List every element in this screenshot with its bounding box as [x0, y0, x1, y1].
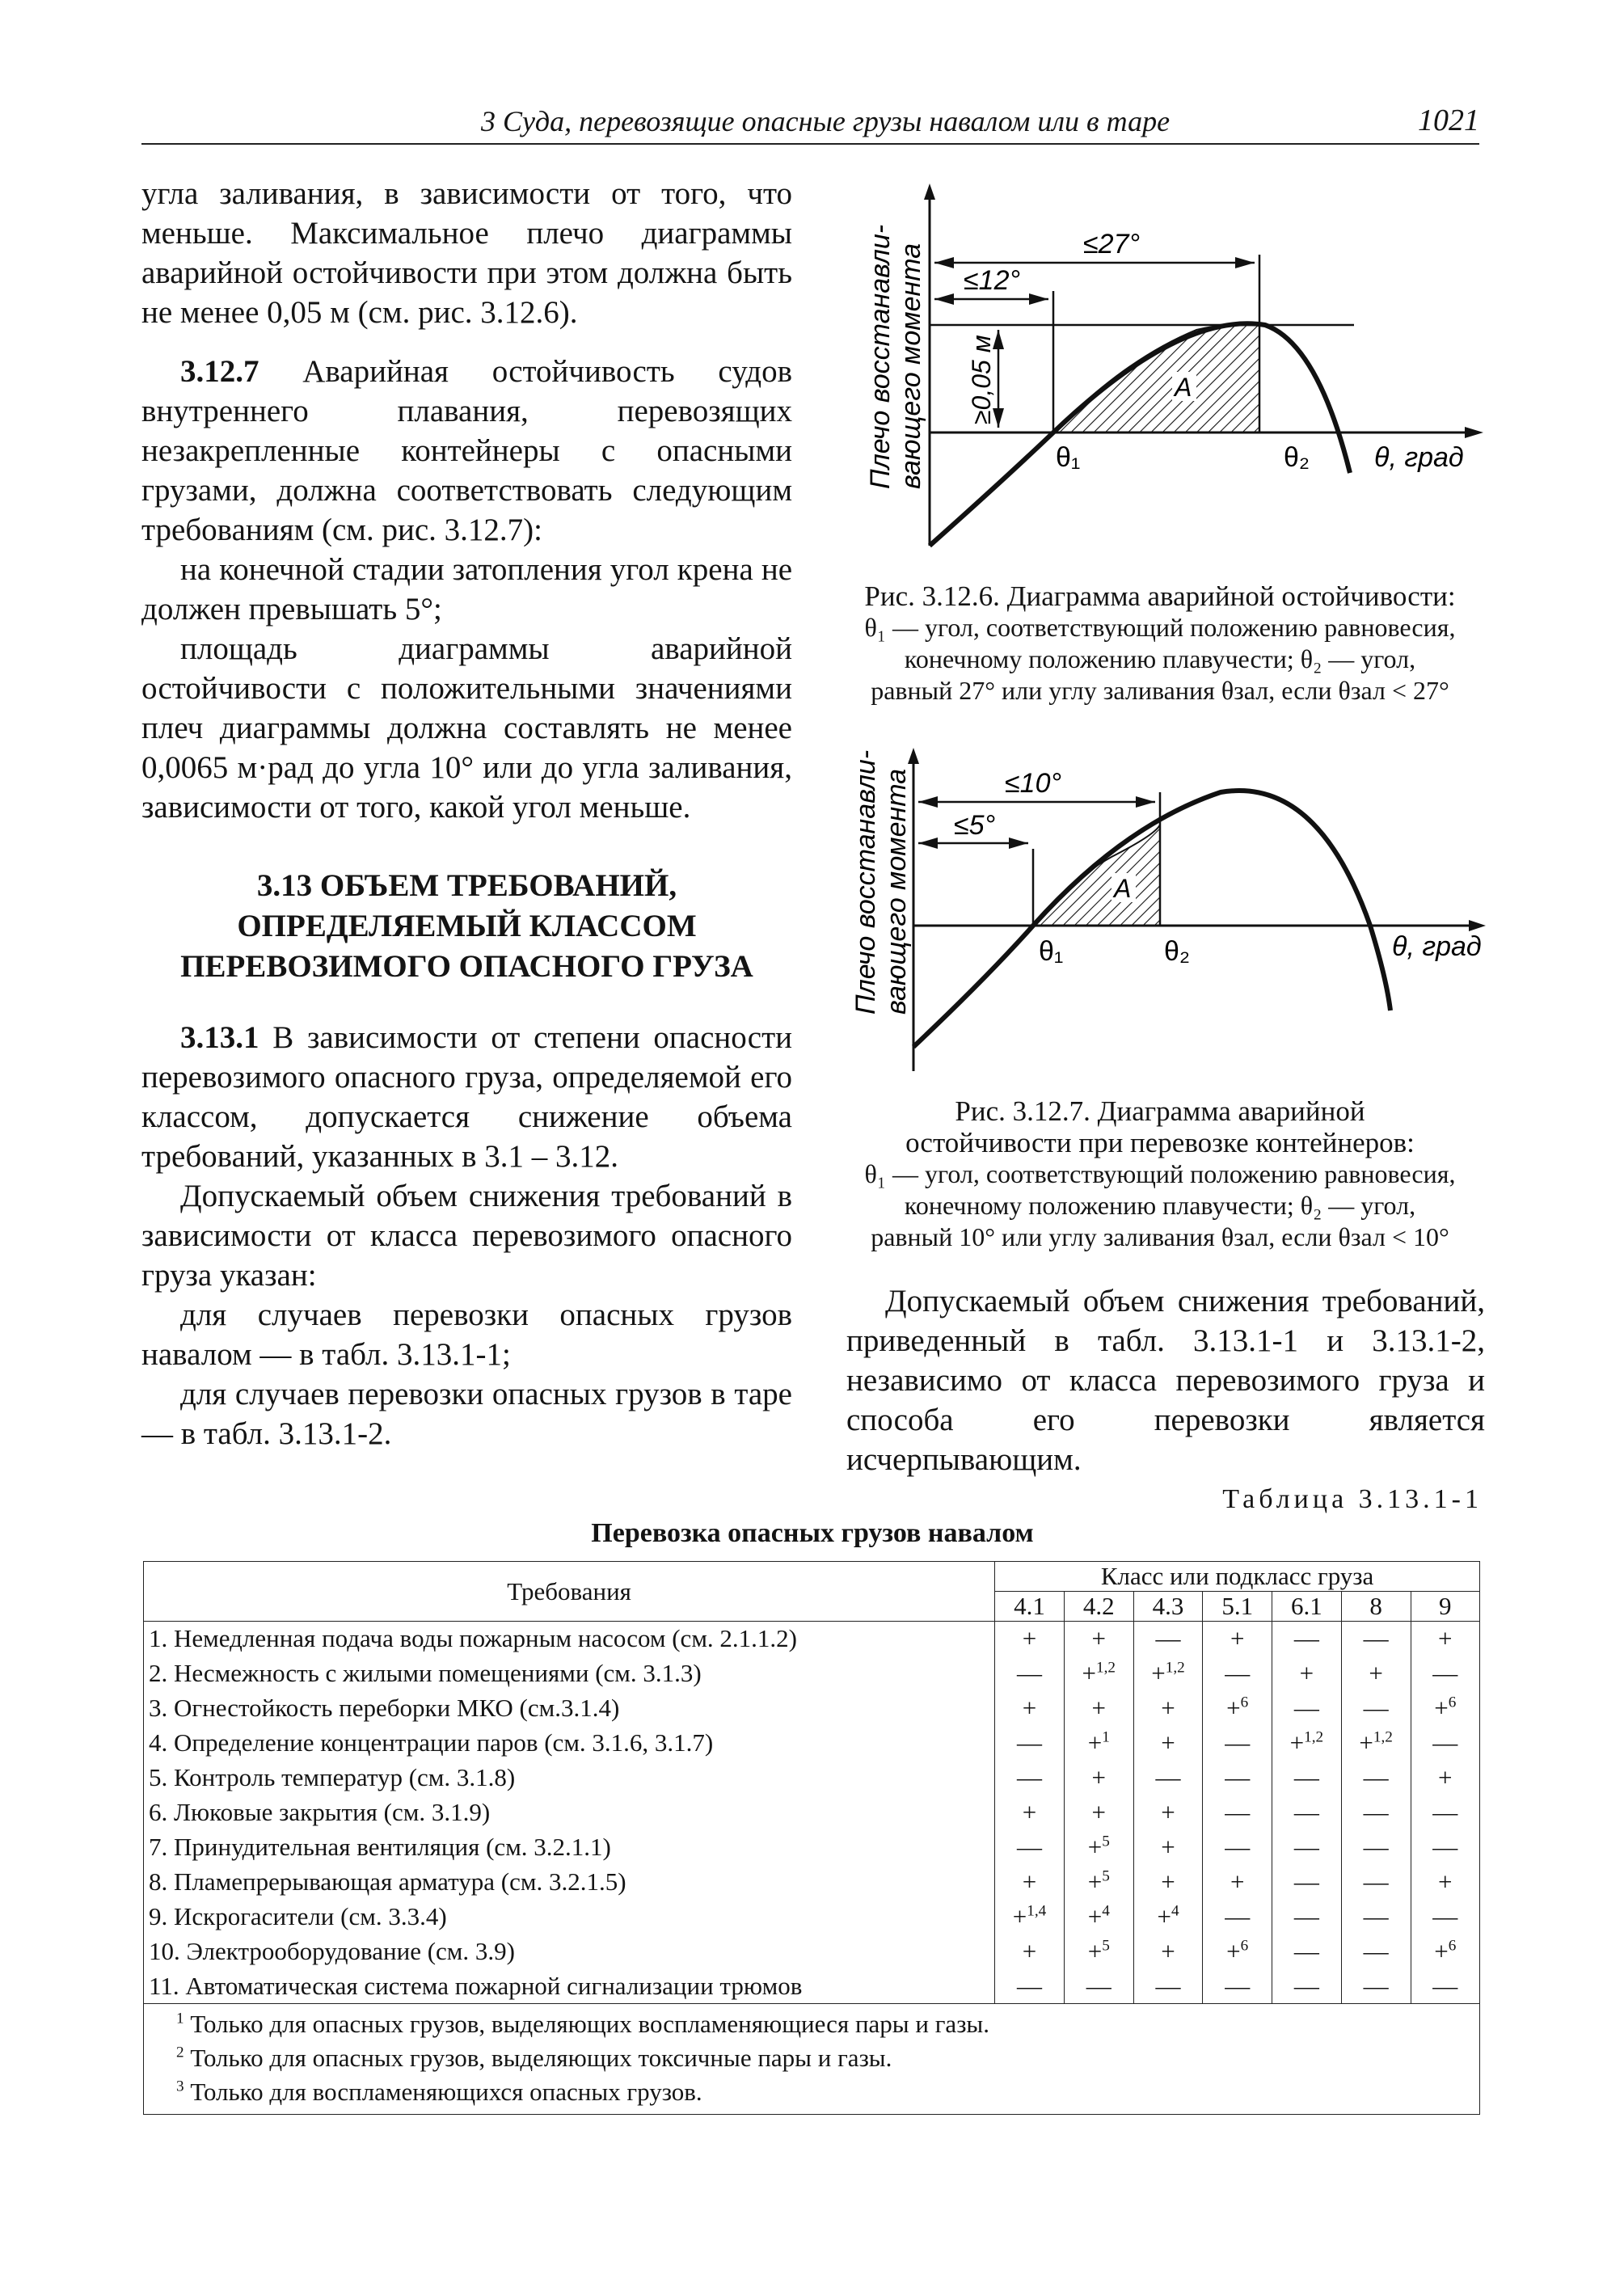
caption-line: остойчивости при перевозке контейнеров:	[905, 1127, 1415, 1158]
class-value-cell: +	[1064, 1691, 1133, 1726]
class-value-cell: —	[1272, 1900, 1342, 1934]
theta1-label: θ₁	[1039, 936, 1064, 967]
table-row	[144, 1934, 1480, 1969]
figure-3-12-6	[841, 182, 1487, 562]
class-value-cell: —	[1203, 1726, 1272, 1761]
class-value-cell: +	[1064, 1795, 1133, 1830]
class-value-cell: —	[1272, 1830, 1342, 1865]
table-row	[144, 1622, 1480, 1656]
class-value-cell: —	[1203, 1969, 1272, 2004]
class-value-cell: +	[1272, 1656, 1342, 1691]
class-value-cell: —	[1341, 1691, 1411, 1726]
class-value-cell: +$^{1,2}$	[1064, 1656, 1133, 1691]
label-5: ≤5°	[954, 810, 996, 841]
class-value-cell: +$^4$	[1133, 1900, 1203, 1934]
clause-text: Аварийная остойчивость судов внутреннего плавания, перевозящих незакрепленные контейнеры с опасными грузами, должна соответствовать следующим требованиям (см. рис. 3.12.7):	[141, 354, 792, 547]
y-axis-arrow	[924, 184, 935, 200]
class-header-cell: 4.3	[1133, 1592, 1203, 1622]
page-number: 1021	[1418, 103, 1479, 137]
class-value-cell: +$^6$	[1411, 1934, 1480, 1969]
clause-text: В зависимости от степени опасности перевозимого опасного груза, определяемой его классом, допускается снижение объема требований, указанных в 3.1 – 3.12.	[141, 1020, 792, 1174]
caption-line: θ₁ — угол, соответствующий положению равновесия,	[864, 1159, 1456, 1188]
paragraph: площадь диаграммы аварийной остойчивости с положительными значениями плеч диаграммы должна составлять не менее 0,0065 м·рад до угла 10° или до угла заливания, зависимости от того, какой угол меньше.	[141, 631, 792, 825]
class-value-cell: +	[995, 1865, 1065, 1900]
requirement-name: 6. Люковые закрытия (см. 3.1.9)	[144, 1795, 995, 1830]
theta2-label: θ₂	[1284, 442, 1310, 473]
class-value-cell: +	[1411, 1622, 1480, 1656]
x-axis-label: θ, град	[1374, 442, 1464, 473]
class-value-cell: —	[1272, 1865, 1342, 1900]
class-value-cell: —	[1133, 1761, 1203, 1795]
table-title: Перевозка опасных грузов навалом	[591, 1518, 1034, 1548]
class-value-cell: —	[1411, 1969, 1480, 2004]
class-value-cell: —	[995, 1656, 1065, 1691]
class-value-cell: —	[995, 1969, 1065, 2004]
requirement-name: 11. Автоматическая система пожарной сигнализации трюмов	[144, 1969, 995, 2004]
class-value-cell: —	[1272, 1795, 1342, 1830]
class-value-cell: +$^6$	[1411, 1691, 1480, 1726]
requirements-table	[143, 1561, 1480, 2115]
left-column	[141, 174, 792, 1453]
class-value-cell: —	[1133, 1622, 1203, 1656]
section-heading: 3.13 ОБЪЕМ ТРЕБОВАНИЙ, ОПРЕДЕЛЯЕМЫЙ КЛАССОМ ПЕРЕВОЗИМОГО ОПАСНОГО ГРУЗА	[180, 868, 753, 984]
area-label: A	[1175, 373, 1192, 402]
paragraph: для случаев перевозки опасных грузов в таре — в табл. 3.13.1-2.	[141, 1377, 792, 1451]
table-row	[144, 1691, 1480, 1726]
class-value-cell: +	[1133, 1726, 1203, 1761]
class-value-cell: +	[1133, 1934, 1203, 1969]
class-value-cell: —	[1203, 1830, 1272, 1865]
figure-3-12-7	[833, 744, 1487, 1083]
table-row	[144, 1795, 1480, 1830]
class-value-cell: —	[1341, 1900, 1411, 1934]
class-value-cell: +	[1203, 1865, 1272, 1900]
table-row	[144, 1726, 1480, 1761]
class-value-cell: +	[1411, 1865, 1480, 1900]
running-title: 3 Суда, перевозящие опасные грузы навалом или в таре	[481, 105, 1171, 137]
figure-3-12-6-caption	[841, 580, 1479, 707]
class-header-cell: 5.1	[1203, 1592, 1272, 1622]
table-body	[144, 1622, 1480, 2004]
clause-number: 3.12.7	[180, 354, 259, 389]
requirement-name: 9. Искрогасители (см. 3.3.4)	[144, 1900, 995, 1934]
requirement-name: 8. Пламепрерывающая арматура (см. 3.2.1.5)	[144, 1865, 995, 1900]
class-value-cell: —	[1133, 1969, 1203, 2004]
theta1-label: θ₁	[1056, 442, 1081, 473]
ylabel-line2: вающего момента	[896, 243, 926, 489]
class-value-cell: —	[1411, 1795, 1480, 1830]
table-row	[144, 1830, 1480, 1865]
class-header-cell: 4.1	[995, 1592, 1065, 1622]
class-value-cell: +$^5$	[1064, 1865, 1133, 1900]
class-value-cell: +	[1411, 1761, 1480, 1795]
ylabel-line1: Плечо восстанавли-	[865, 224, 896, 489]
class-value-cell: —	[1203, 1900, 1272, 1934]
class-value-cell: +$^5$	[1064, 1830, 1133, 1865]
clause-number: 3.13.1	[180, 1020, 259, 1055]
caption-line: Рис. 3.12.6. Диаграмма аварийной остойчивости:	[864, 580, 1456, 612]
class-value-cell: +	[1064, 1622, 1133, 1656]
table-footnote: $^2$ Только для опасных грузов, выделяющих токсичные пары и газы.	[176, 2044, 892, 2072]
requirement-name: 10. Электрооборудование (см. 3.9)	[144, 1934, 995, 1969]
class-value-cell: —	[1411, 1726, 1480, 1761]
requirement-name: 7. Принудительная вентиляция (см. 3.2.1.1)	[144, 1830, 995, 1865]
table-footnote: $^3$ Только для воспламеняющихся опасных грузов.	[176, 2078, 702, 2106]
class-value-cell: +	[1203, 1622, 1272, 1656]
paragraph: угла заливания, в зависимости от того, что меньше. Максимальное плечо диаграммы аварийной остойчивости при этом должна быть не менее 0,05 м (см. рис. 3.12.6).	[141, 176, 792, 330]
table-row	[144, 1761, 1480, 1795]
table-row	[144, 1656, 1480, 1691]
class-value-cell: +	[995, 1622, 1065, 1656]
class-value-cell: —	[1203, 1795, 1272, 1830]
paragraph-3-13-1	[141, 1018, 792, 1176]
class-value-cell: +	[995, 1795, 1065, 1830]
table-number: Таблица 3.13.1-1	[1222, 1484, 1483, 1514]
class-value-cell: —	[1411, 1900, 1480, 1934]
label-005: ≥0,05 м	[967, 335, 996, 424]
table-notes	[144, 2004, 1480, 2115]
figure-3-12-7-caption	[841, 1095, 1479, 1253]
requirement-name: 3. Огнестойкость переборки МКО (см.3.1.4)	[144, 1691, 995, 1726]
ylabel-line1: Плечо восстанавли-	[850, 749, 881, 1015]
class-value-cell: —	[1341, 1830, 1411, 1865]
requirement-name: 1. Немедленная подача воды пожарным насосом (см. 2.1.1.2)	[144, 1622, 995, 1656]
table-row	[144, 1900, 1480, 1934]
x-axis-arrow	[1465, 427, 1483, 438]
caption-line: равный 10° или углу заливания θзал, если θзал < 10°	[871, 1222, 1449, 1251]
header-class-group: Класс или подкласс груза	[995, 1562, 1480, 1592]
class-value-cell: —	[995, 1761, 1065, 1795]
class-value-cell: +	[1133, 1795, 1203, 1830]
label-12: ≤12°	[964, 265, 1021, 296]
class-value-cell: —	[1341, 1795, 1411, 1830]
area-a-hatch	[1053, 325, 1259, 432]
label-27: ≤27°	[1083, 229, 1141, 259]
paragraph-3-12-7	[141, 352, 792, 550]
requirement-name: 5. Контроль температур (см. 3.1.8)	[144, 1761, 995, 1795]
class-value-cell: —	[1272, 1761, 1342, 1795]
x-axis-label: θ, град	[1392, 931, 1482, 962]
area-a-hatch	[1033, 825, 1160, 926]
class-value-cell: —	[1341, 1761, 1411, 1795]
class-value-cell: +	[1341, 1656, 1411, 1691]
header-requirements: Требования	[144, 1562, 995, 1622]
class-value-cell: —	[995, 1830, 1065, 1865]
class-value-cell: +$^{1,2}$	[1272, 1726, 1342, 1761]
area-label: A	[1114, 874, 1132, 903]
caption-line: θ₁ — угол, соответствующий положению равновесия,	[864, 613, 1456, 642]
class-value-cell: —	[1272, 1622, 1342, 1656]
class-value-cell: —	[1341, 1622, 1411, 1656]
class-value-cell: +	[1133, 1830, 1203, 1865]
class-value-cell: +$^{1,2}$	[1133, 1656, 1203, 1691]
class-value-cell: +$^6$	[1203, 1691, 1272, 1726]
paragraph: для случаев перевозки опасных грузов навалом — в табл. 3.13.1-1;	[141, 1297, 792, 1372]
class-value-cell: +$^6$	[1203, 1934, 1272, 1969]
class-value-cell: +$^4$	[1064, 1900, 1133, 1934]
class-value-cell: —	[1341, 1969, 1411, 2004]
caption-line: конечному положению плавучести; θ₂ — угол,	[904, 644, 1416, 673]
requirement-name: 4. Определение концентрации паров (см. 3.1.6, 3.1.7)	[144, 1726, 995, 1761]
paragraph: Допускаемый объем снижения требований, приведенный в табл. 3.13.1-1 и 3.13.1-2, независимо от класса перевозимого груза и способа его перевозки является исчерпывающим.	[846, 1284, 1485, 1477]
requirement-name: 2. Несмежность с жилыми помещениями (см. 3.1.3)	[144, 1656, 995, 1691]
class-value-cell: —	[1341, 1934, 1411, 1969]
class-value-cell: +	[1133, 1691, 1203, 1726]
class-value-cell: —	[1203, 1761, 1272, 1795]
label-10: ≤10°	[1005, 768, 1062, 799]
table-row	[144, 1969, 1480, 2004]
theta2-label: θ₂	[1164, 936, 1191, 967]
class-value-cell: +	[995, 1691, 1065, 1726]
class-value-cell: —	[1272, 1969, 1342, 2004]
class-value-cell: +$^{1,2}$	[1341, 1726, 1411, 1761]
class-header-cell: 9	[1411, 1592, 1480, 1622]
paragraph: Допускаемый объем снижения требований в зависимости от класса перевозимого опасного груза указан:	[141, 1179, 792, 1293]
ylabel-line2: вающего момента	[881, 768, 912, 1015]
caption-line: конечному положению плавучести; θ₂ — угол,	[904, 1191, 1416, 1220]
class-value-cell: —	[1203, 1656, 1272, 1691]
class-value-cell: +	[1133, 1865, 1203, 1900]
table-footnote: $^1$ Только для опасных грузов, выделяющих воспламеняющиеся пары и газы.	[176, 2010, 990, 2038]
class-header-cell: 6.1	[1272, 1592, 1342, 1622]
class-value-cell: —	[1411, 1830, 1480, 1865]
class-value-cell: —	[1341, 1865, 1411, 1900]
caption-line: равный 27° или углу заливания θзал, если θзал < 27°	[871, 676, 1449, 705]
class-value-cell: —	[1272, 1691, 1342, 1726]
class-header-cell: 8	[1341, 1592, 1411, 1622]
paragraph: на конечной стадии затопления угол крена не должен превышать 5°;	[141, 552, 792, 627]
class-value-cell: —	[1411, 1656, 1480, 1691]
running-header	[141, 103, 1479, 145]
class-value-cell: —	[995, 1726, 1065, 1761]
caption-line: Рис. 3.12.7. Диаграмма аварийной	[955, 1095, 1365, 1127]
class-value-cell: +$^1$	[1064, 1726, 1133, 1761]
class-header-cell: 4.2	[1064, 1592, 1133, 1622]
class-value-cell: —	[1272, 1934, 1342, 1969]
class-value-cell: +	[1064, 1761, 1133, 1795]
class-value-cell: +	[995, 1934, 1065, 1969]
table-row	[144, 1865, 1480, 1900]
class-value-cell: +$^5$	[1064, 1934, 1133, 1969]
right-column	[846, 1281, 1485, 1479]
class-value-cell: —	[1064, 1969, 1133, 2004]
class-value-cell: +$^{1,4}$	[995, 1900, 1065, 1934]
